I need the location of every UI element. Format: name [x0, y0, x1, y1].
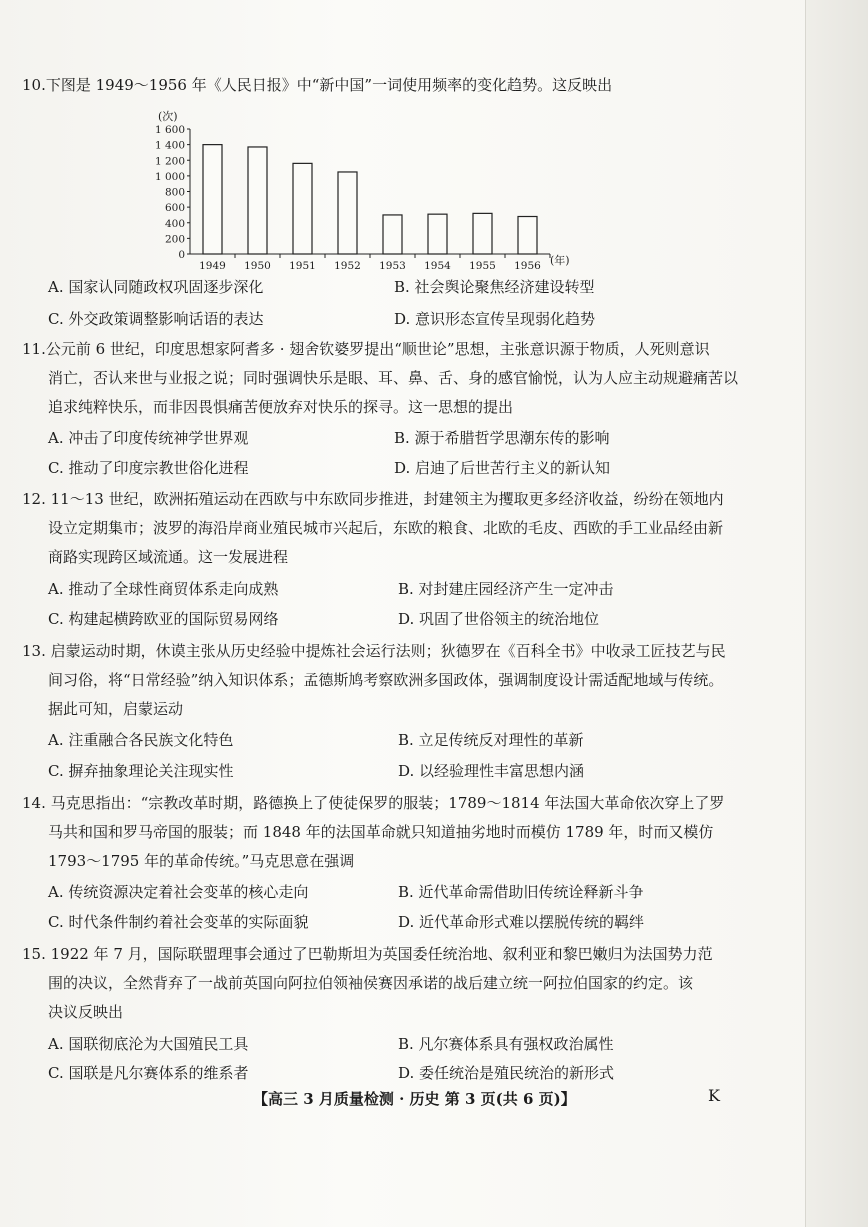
q11-option-c: C. 推动了印度宗教世俗化进程	[48, 459, 249, 477]
x-tick-label: 1953	[379, 260, 406, 272]
q14-line-1: 14. 马克思指出：“宗教改革时期，路德换上了使徒保罗的服装；1789～1814 年法国大革命依次穿上了罗	[22, 794, 725, 812]
x-tick-label: 1951	[289, 260, 316, 272]
q13-line-3: 据此可知，启蒙运动	[48, 700, 184, 718]
y-tick-label: 1 600	[154, 124, 185, 136]
bar-1951	[293, 163, 312, 254]
q14-line-2: 马共和国和罗马帝国的服装；而 1848 年的法国革命就只知道抽劣地时而模仿 1789 年，时而又模仿	[48, 823, 714, 841]
q12-option-b: B. 对封建庄园经济产生一定冲击	[398, 580, 614, 598]
q15-option-c: C. 国联是凡尔赛体系的维系者	[48, 1064, 249, 1082]
q15-option-d: D. 委任统治是殖民统治的新形式	[398, 1064, 615, 1082]
y-tick-label: 1 200	[154, 155, 185, 168]
x-tick-label: 1954	[424, 260, 451, 272]
x-tick-label: 1949	[199, 260, 226, 272]
q11-option-d: D. 启迪了后世苦行主义的新认知	[394, 459, 611, 477]
q11-line-3: 追求纯粹快乐，而非因畏惧痛苦便放弃对快乐的探寻。这一思想的提出	[48, 398, 514, 416]
y-tick-label: 600	[164, 202, 185, 215]
q12-line-1: 12. 11～13 世纪，欧洲拓殖运动在西欧与中东欧同步推进，封建领主为攫取更多经济收益，纷纷在领地内	[22, 490, 724, 508]
q11-option-b: B. 源于希腊哲学思潮东传的影响	[394, 429, 610, 447]
bar-1950	[248, 147, 267, 254]
x-tick-label: 1956	[514, 260, 541, 272]
x-tick-label: 1950	[244, 260, 271, 272]
y-tick-label: 200	[164, 233, 185, 246]
q15-line-2: 围的决议，全然背弃了一战前英国向阿拉伯领袖侯赛因承诺的战后建立统一阿拉伯国家的约定。该	[48, 974, 694, 992]
q11-line-1: 11.公元前 6 世纪，印度思想家阿耆多 · 翅舍钦婆罗提出“顺世论”思想，主张意识源于物质，人死则意识	[22, 340, 710, 358]
q14-option-d: D. 近代革命形式难以摆脱传统的羁绊	[398, 913, 645, 931]
y-tick-label: 1 000	[154, 170, 185, 183]
y-tick-label: 800	[164, 186, 185, 199]
q13-option-d: D. 以经验理性丰富思想内涵	[398, 762, 585, 780]
q14-line-3: 1793～1795 年的革命传统。”马克思意在强调	[48, 852, 355, 870]
q13-option-b: B. 立足传统反对理性的革新	[398, 731, 584, 749]
q12-line-2: 设立定期集市；波罗的海沿岸商业殖民城市兴起后，东欧的粮食、北欧的毛皮、西欧的手工业品经由新	[48, 519, 724, 537]
bar-1954	[428, 214, 447, 254]
bar-1955	[473, 213, 492, 254]
q13-line-1: 13. 启蒙运动时期，休谟主张从历史经验中提炼社会运行法则；狄德罗在《百科全书》中收录工匠技艺与民	[22, 642, 726, 660]
y-tick-label: 400	[164, 217, 185, 230]
bar-1949	[203, 145, 222, 254]
q12-line-3: 商路实现跨区域流通。这一发展进程	[48, 548, 289, 566]
y-axis-unit: (次)	[158, 110, 178, 123]
x-axis-unit: (年)	[550, 254, 570, 267]
q11-option-a: A. 冲击了印度传统神学世界观	[48, 429, 249, 447]
q13-line-2: 间习俗，将“日常经验”纳入知识体系；孟德斯鸠考察欧洲多国政体，强调制度设计需适配地域与传统。	[48, 671, 724, 689]
paper-code: K	[708, 1086, 720, 1105]
q11-line-2: 消亡，否认来世与业报之说；同时强调快乐是眼、耳、鼻、舌、身的感官愉悦，认为人应主动规避痛苦以	[48, 369, 739, 387]
q14-option-b: B. 近代革命需借助旧传统诠释新斗争	[398, 883, 644, 901]
q12-option-d: D. 巩固了世俗领主的统治地位	[398, 610, 600, 628]
frequency-bar-chart	[140, 107, 570, 277]
bar-1956	[518, 217, 537, 255]
y-tick-label: 0	[178, 249, 185, 261]
q15-option-a: A. 国联彻底沦为大国殖民工具	[48, 1035, 249, 1053]
q15-line-1: 15. 1922 年 7 月，国际联盟理事会通过了巴勒斯坦为英国委任统治地、叙利亚和黎巴嫩归为法国势力范	[22, 945, 713, 963]
y-tick-label: 1 400	[154, 139, 185, 152]
q10-option-b: B. 社会舆论聚焦经济建设转型	[394, 278, 595, 296]
q15-line-3: 决议反映出	[48, 1003, 124, 1021]
q14-option-a: A. 传统资源决定着社会变革的核心走向	[48, 883, 309, 901]
q15-option-b: B. 凡尔赛体系具有强权政治属性	[398, 1035, 614, 1053]
x-tick-label: 1952	[334, 260, 361, 272]
q10-option-c: C. 外交政策调整影响话语的表达	[48, 310, 264, 328]
bar-1952	[338, 172, 357, 254]
q10-option-d: D. 意识形态宣传呈现弱化趋势	[394, 310, 596, 328]
q13-option-a: A. 注重融合各民族文化特色	[48, 731, 234, 749]
page-footer: 【高三 3 月质量检测 · 历史 第 3 页(共 6 页)】	[253, 1090, 576, 1108]
page-edge-shadow	[805, 0, 868, 1227]
q14-option-c: C. 时代条件制约着社会变革的实际面貌	[48, 913, 309, 931]
q12-option-a: A. 推动了全球性商贸体系走向成熟	[48, 580, 279, 598]
q10-option-a: A. 国家认同随政权巩固逐步深化	[48, 278, 264, 296]
bar-1953	[383, 215, 402, 254]
q12-option-c: C. 构建起横跨欧亚的国际贸易网络	[48, 610, 279, 628]
q10-stem: 10.下图是 1949～1956 年《人民日报》中“新中国”一词使用频率的变化趋势。这反映出	[22, 76, 613, 94]
x-tick-label: 1955	[469, 260, 496, 272]
q13-option-c: C. 摒弃抽象理论关注现实性	[48, 762, 234, 780]
